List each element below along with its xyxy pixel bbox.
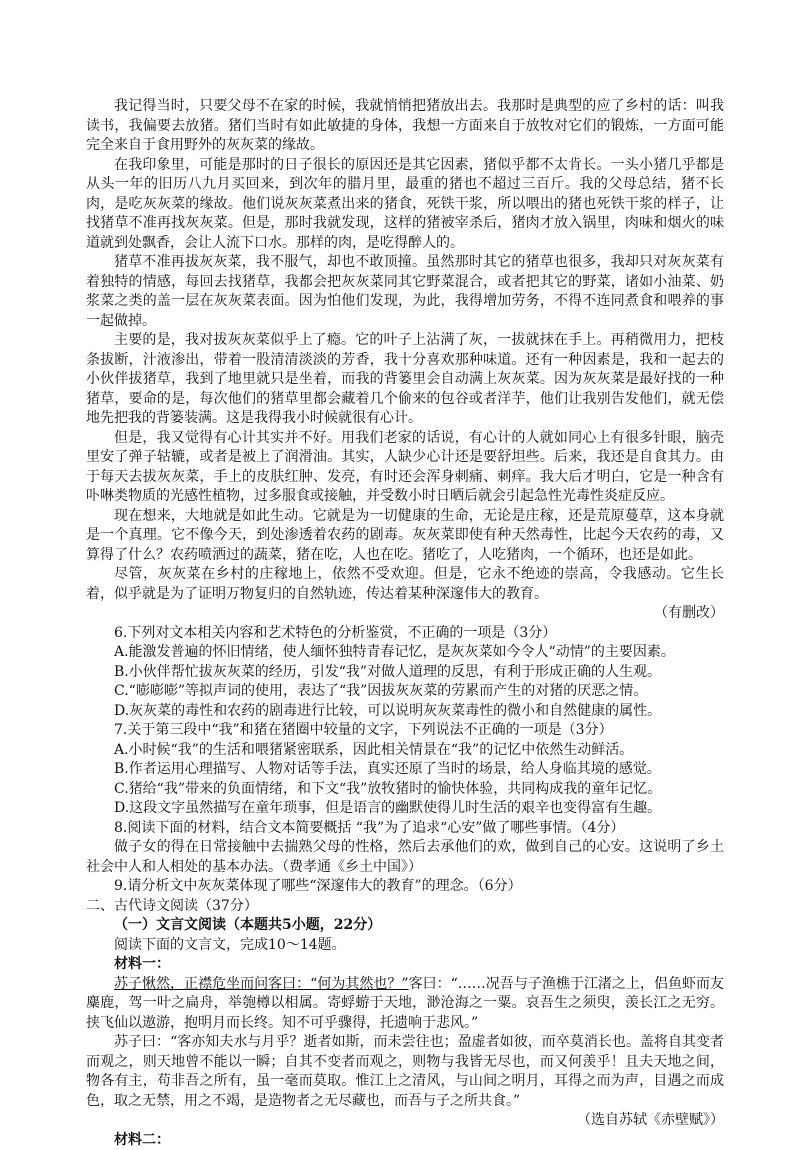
- question-9: 9.请分析文中灰灰菜体现了哪些“深邃伟大的教育”的理念。（6分）: [86, 877, 724, 897]
- article-paragraph-2: 在我印象里，可能是那时的日子很长的原因还是其它因素，猪似乎都不太肯长。一头小猪几乎都是从头一年的旧历八九月买回来，到次年的腊月里，最重的猪也不超过三百斤。我的父母总结，猪不长肉，是吃灰灰菜的缘故。他们说灰灰菜煮出来的猪食，死铁干浆，所以喂出的猪也死铁干浆的样子，让找猪草不准再找灰灰菜。但是，那时我就发现，这样的猪被宰杀后，猪肉才放入锅里，肉味和烟火的味道就到处飘香，会让人流下口水。那样的肉，是吃得醉人的。: [86, 156, 724, 254]
- material-1-paragraph-1-rest: 客曰：“……况吾与子渔樵于江渚之上，侣鱼虾而友麋鹿，驾一叶之扁舟，举匏樽以相属。寄蜉蝣于天地，渺沧海之一粟。哀吾生之须臾，羡长江之无穷。挟飞仙以遨游，抱明月而长终。知不可乎骤得，托遗响于悲风。”: [86, 976, 724, 1031]
- underlined-sentence: 苏子愀然，正襟危坐而问客曰：“何为其然也？”: [114, 976, 409, 992]
- subsection-heading: （一）文言文阅读（本题共5小题，22分）: [86, 916, 724, 936]
- article-paragraph-7: 尽管，灰灰菜在乡村的庄稼地上，依然不受欢迎。但是，它永不绝迹的崇高，令我感动。它生长着，似乎就是为了证明万物复归的自然轨迹，传达着某种深邃伟大的教育。: [86, 565, 724, 604]
- material-1-paragraph-2: 苏子曰：“客亦知夫水与月乎？逝者如斯，而未尝往也；盈虚者如彼，而卒莫消长也。盖将自其变者而观之，则天地曾不能以一瞬；自其不变者而观之，则物与我皆无尽也，而又何羡乎！且夫天地之间，物各有主，苟非吾之所有，虽一毫而莫取。惟江上之清风，与山间之明月，耳得之而为声，目遇之而成色，取之无禁，用之不竭，是造物者之无尽藏也，而吾与子之所共食。”: [86, 1033, 724, 1111]
- material-1-paragraph-1: [86, 975, 724, 1034]
- question-8-material: 做子女的得在日常接触中去揣熟父母的性格，然后去承他们的欢，做到自己的心安。这说明了乡土社会中人和人相处的基本办法。（费孝通《乡土中国》）: [86, 838, 724, 877]
- reading-instruction: 阅读下面的文言文，完成10～14题。: [86, 936, 724, 956]
- question-6: 6.下列对文本相关内容和艺术特色的分析鉴赏，不正确的一项是（3分）: [86, 624, 724, 644]
- article-paragraph-4: 主要的是，我对拔灰灰菜似乎上了瘾。它的叶子上沾满了灰，一拔就抹在手上。再稍微用力，把枝条拔断，汁液渗出，带着一股清清淡淡的芳香，我十分喜欢那种味道。还有一种因素是，我和一起去的小伙伴拔猪草，我到了地里就只是坐着，而我的背篓里会自动满上灰灰菜。因为灰灰菜是最好找的一种猪草，要命的是，每次他们的猪草里都会藏着几个偷来的包谷或者洋芋，他们让我别告发他们，就无偿地先把我的背篓装满。这是我得我小时候就很有心计。: [86, 331, 724, 429]
- article-paragraph-3: 猪草不准再拔灰灰菜，我不服气，却也不敢顶撞。虽然那时其它的猪草也很多，我却只对灰灰菜有着独特的情感，每回去找猪草，我都会把灰灰菜同其它野菜混合，或者把其它的野菜，诸如小油菜、奶浆菜之类的盖一层在灰灰菜表面。因为怕他们发现，为此，我得增加劳务，不得不连同煮食和喂养的事一起做掉。: [86, 253, 724, 331]
- article-paragraph-5: 但是，我又觉得有心计其实并不好。用我们老家的话说，有心计的人就如同心上有很多针眼，脑壳里安了弹子轱辘，或者是被上了润滑油。其实，人缺少心计还是要舒坦些。后来，我还是自食其力。由于每天去拔灰灰菜，手上的皮肤红肿、发亮，有时还会浑身刺痛、刺痒。我大后才明白，它是一种含有卟啉类物质的光感性植物，过多服食或接触，并受数小时日晒后就会引起急性光毒性炎症反应。: [86, 429, 724, 507]
- material-1-label: 材料一：: [86, 955, 724, 975]
- question-6-option-c: C.“嘭嘭嘭”等拟声词的使用，表达了“我”因拔灰灰菜的劳累而产生的对猪的厌恶之情。: [86, 682, 724, 702]
- section-heading: 二、古代诗文阅读（37分）: [86, 897, 724, 917]
- article-paragraph-1: 我记得当时，只要父母不在家的时候，我就悄悄把猪放出去。我那时是典型的应了乡村的话：叫我读书，我偏要去放猪。猪们当时有如此敏捷的身体，我想一方面来自于放牧对它们的锻炼，一方面可能完全来自于食用野外的灰灰菜的缘故。: [86, 97, 724, 156]
- question-7-option-d: D.这段文字虽然描写在童年琐事，但是语言的幽默使得儿时生活的艰辛也变得富有生趣。: [86, 799, 724, 819]
- question-8: 8.阅读下面的材料，结合文本简要概括 “我”为了追求“心安”做了哪些事情。（4分）: [86, 819, 724, 839]
- question-6-option-b: B.小伙伴帮忙拔灰灰菜的经历，引发“我”对做人道理的反思，有利于形成正确的人生观。: [86, 663, 724, 683]
- source-note: （有删改）: [86, 604, 724, 624]
- material-2-label: 材料二：: [86, 1131, 724, 1150]
- material-1-source: （选自苏轼《赤壁赋》）: [86, 1111, 724, 1131]
- article-paragraph-6: 现在想来，大地就是如此生动。它就是为一切健康的生命，无论是庄稼，还是荒原蔓草，这本身就是一个真理。它不像今天，到处渗透着农药的剧毒。灰灰菜即使有种天然毒性，比起今天农药的毒，又算得了什么？农药喷洒过的蔬菜，猪在吃，人也在吃。猪吃了，人吃猪肉，一个循环，也还是如此。: [86, 507, 724, 566]
- question-7-option-c: C.猪给“我”带来的负面情绪，和下文“我”放牧猪时的愉快体验，共同构成我的童年记忆。: [86, 780, 724, 800]
- question-7-option-a: A.小时候“我”的生活和喂猪紧密联系，因此相关情景在“我”的记忆中依然生动鲜活。: [86, 741, 724, 761]
- question-6-option-d: D.灰灰菜的毒性和农药的剧毒进行比较，可以说明灰灰菜毒性的微小和自然健康的属性。: [86, 702, 724, 722]
- question-6-option-a: A.能激发普遍的怀旧情绪，使人缅怀独特青春记忆，是灰灰菜如今令人“动情”的主要因素。: [86, 643, 724, 663]
- question-7-option-b: B.作者运用心理描写、人物对话等手法，真实还原了当时的场景，给人身临其境的感觉。: [86, 760, 724, 780]
- question-7: 7.关于第三段中“我”和猪在猪圈中较量的文字，下列说法不正确的一项是（3分）: [86, 721, 724, 741]
